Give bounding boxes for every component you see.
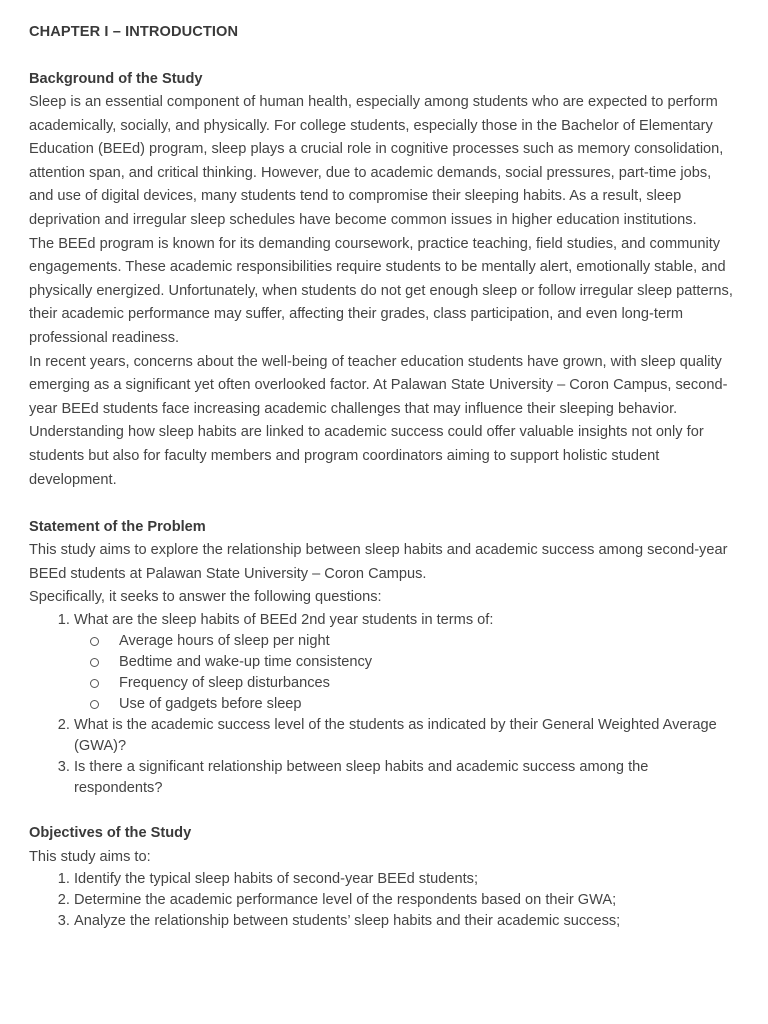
chapter-title: CHAPTER I – INTRODUCTION [29, 24, 239, 40]
objectives-list [29, 869, 739, 932]
sub-item [90, 673, 739, 694]
question-item [74, 715, 739, 757]
objectives-heading: Objectives of the Study [29, 825, 192, 842]
sub-item-text: Bedtime and wake-up time consistency [119, 653, 373, 670]
sub-item [90, 631, 739, 652]
problem-questions-list [29, 610, 739, 799]
sub-item-text: Average hours of sleep per night [119, 632, 330, 649]
objective-item: 3. Analyze the relationship between students’ sleep habits and their academic success; [74, 911, 739, 932]
problem-intro: This study aims to explore the relationship between sleep habits and academic success among second-year BEEd students at Palawan State University – Coron Campus. [29, 542, 728, 582]
background-heading: Background of the Study [29, 70, 203, 87]
spacer [29, 44, 739, 68]
objectives-section [29, 822, 739, 932]
sub-item [90, 694, 739, 715]
problem-section [29, 516, 739, 799]
sub-item-text: Use of gadgets before sleep [119, 695, 302, 712]
sub-item-text: Frequency of sleep disturbances [119, 674, 330, 691]
question-item [74, 610, 739, 715]
hollow-circle-bullet-icon [90, 679, 99, 688]
hollow-circle-bullet-icon [90, 658, 99, 667]
spacer [29, 799, 739, 823]
problem-heading: Statement of the Problem [29, 518, 206, 535]
question-text: What is the academic success level of the students as indicated by their General Weighted Average (GWA)? [74, 716, 717, 754]
question-text: What are the sleep habits of BEEd 2nd year students in terms of: [74, 611, 494, 628]
background-section [29, 68, 739, 493]
objective-item: 2. Determine the academic performance level of the respondents based on their GWA; [74, 890, 739, 911]
sub-item [90, 652, 739, 673]
background-paragraph-3: In recent years, concerns about the well-being of teacher education students have grown, with sleep quality emerging as a significant yet often overlooked factor. At Palawan State University – Coron Campus, second-year BEEd students face increasing academic challenges that may influence their sleeping behavior. Understanding how sleep habits are linked to academic success could offer valuable insights not only for students but also for faculty members and program coordinators aiming to support holistic student development. [29, 353, 728, 488]
background-paragraph-2: The BEEd program is known for its demanding coursework, practice teaching, field studies, and community engagements. These academic responsibilities require students to be mentally alert, emotionally stable, and physically energized. Unfortunately, when students do not get enough sleep or follow irregular sleep patterns, their academic performance may suffer, affecting their grades, class participation, and even long-term professional readiness. [29, 235, 733, 346]
question-item [74, 757, 739, 799]
problem-lead: Specifically, it seeks to answer the following questions: [29, 589, 382, 606]
objective-item: 1. Identify the typical sleep habits of second-year BEEd students; [74, 869, 739, 890]
background-paragraph-1: Sleep is an essential component of human health, especially among students who are expected to perform academically, socially, and physically. For college students, especially those in the Bachelor of Elementary Education (BEEd) program, sleep plays a crucial role in cognitive processes such as memory consolidation, attention span, and critical thinking. However, due to academic demands, social pressures, part-time jobs, and use of digital devices, many students tend to compromise their sleeping habits. As a result, sleep deprivation and irregular sleep schedules have become common issues in higher education institutions. [29, 94, 724, 228]
objectives-intro: This study aims to: [29, 848, 151, 865]
hollow-circle-bullet-icon [90, 637, 99, 646]
question-text: Is there a significant relationship between sleep habits and academic success among the respondents? [74, 758, 649, 796]
spacer [29, 492, 739, 516]
sleep-habits-sublist [74, 631, 739, 715]
hollow-circle-bullet-icon [90, 700, 99, 709]
